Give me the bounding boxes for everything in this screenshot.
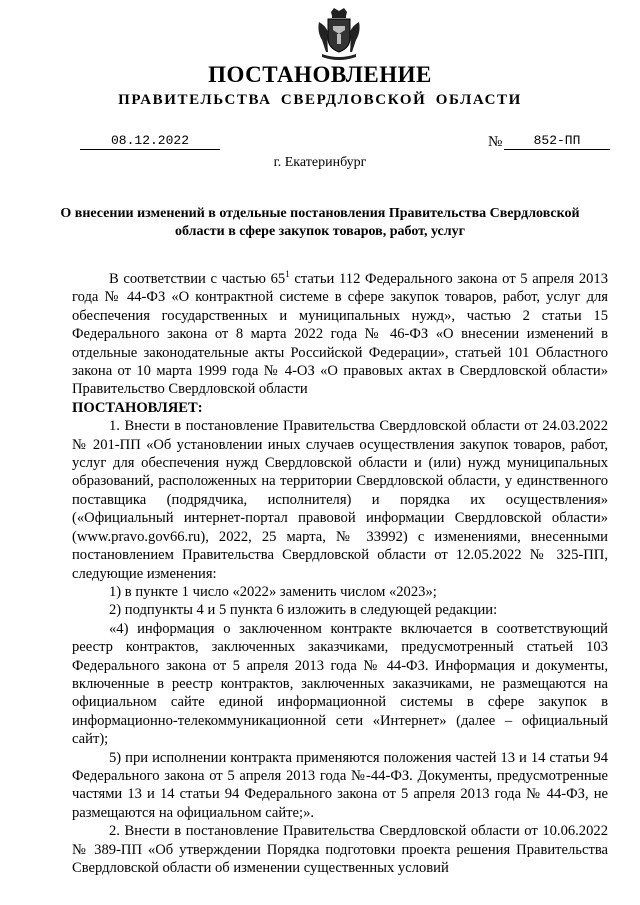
document-date: 08.12.2022 (80, 133, 220, 150)
intro-paragraph: В соответствии с частью $65^1$ статьи 112 Федерального закона от 5 апреля 2013 года № 44-ФЗ «О контрактной системе в сфере закупок товаров, работ, услуг для обеспечения государственных и муниципальных нужд», частью 2 статьи 15 Федерального закона от 8 марта 2022 года № 46-ФЗ «О внесении изменений в отдельные законодательные акты Российской Федерации», статьей 101 Областного закона от 10 марта 1999 года № 4-ОЗ «О правовых актах в Свердловской области» Правительство Свердловской области (72, 269, 609, 398)
quote-item-4: «4) информация о заключенном контракте включается в соответствующий реестр контрактов, заключенных заказчиками, предусмотренный статьей 103 Федерального закона от 5 апреля 2013 года № 44-ФЗ. Информация и документы, включенные в реестр контрактов, заключенных заказчиками, не размещаются на официальном сайте единой информационной системы в сфере закупок в информационно-телекоммуникационной сети «Интернет» (далее – официальный сайт); (72, 620, 608, 748)
number-sign: № (488, 134, 503, 150)
document-subtitle: ПРАВИТЕЛЬСТВА СВЕРДЛОВСКОЙ ОБЛАСТИ (118, 92, 522, 108)
coat-of-arms-icon (316, 8, 362, 60)
document-body (72, 270, 608, 877)
quote-item-5: 5) при исполнении контракта применяются положения частей 13 и 14 статьи 94 Федерального закона от 5 апреля 2013 года №-44-ФЗ. Документы, предусмотренные частями 13 и 14 статьи 94 Федерального закона от 5 апреля 2013 года № 44-ФЗ, не размещаются на официальном сайте;». (72, 749, 608, 821)
item-2-paragraph: 2. Внести в постановление Правительства Свердловской области от 10.06.2022 № 389-ПП «Об утверждении Порядка подготовки проекта решения Правительства Свердловской области об изменении существенных условий (72, 823, 608, 876)
item-1-paragraph: 1. Внести в постановление Правительства Свердловской области от 24.03.2022 № 201-ПП «Об установлении иных случаев осуществления закупок товаров, работ, услуг для обеспечения нужд Свердловской области и (или) нужд муниципальных образований, расположенных на территории Свердловской области, у единственного поставщика (подрядчика, исполнителя) и порядка их осуществления» («Официальный интернет-портал правовой информации Свердловской области» (www.pravo.gov66.ru), 2022, 25 марта, № 33992) с изменениями, внесенными постановлением Правительства Свердловской области от 12.05.2022 № 325-ПП, следующие изменения: (72, 418, 608, 582)
item-1-sub-1: 1) в пункте 1 число «2022» заменить числом «2023»; (109, 583, 437, 600)
document-city: г. Екатеринбург (273, 155, 367, 170)
decree-heading: ПОСТАНОВЛЯЕТ: (72, 399, 203, 416)
document-number: 852-ПП (504, 133, 610, 150)
document-subject: О внесении изменений в отдельные постановления Правительства Свердловской области в сфере закупок товаров, работ, услуг (60, 206, 580, 239)
item-1-sub-2: 2) подпункты 4 и 5 пункта 6 изложить в следующей редакции: (109, 602, 498, 619)
document-title: ПОСТАНОВЛЕНИЕ (208, 62, 432, 87)
intro-superscript: 1 (285, 269, 290, 280)
